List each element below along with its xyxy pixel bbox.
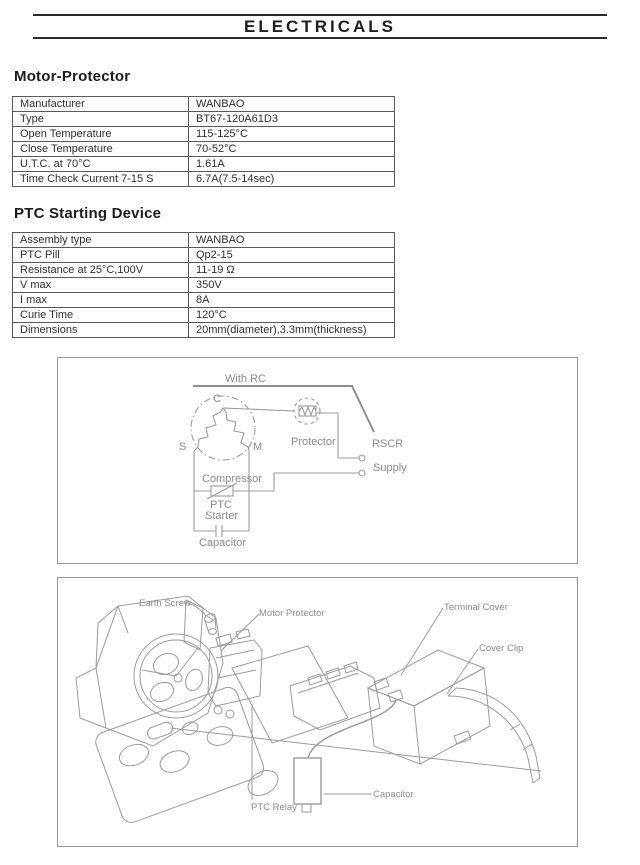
row-label-cell: Close Temperature: [13, 142, 189, 157]
circuit-diagram-svg: [58, 358, 577, 563]
table-row: [13, 142, 395, 157]
row-value-cell: 1.61A: [189, 157, 395, 172]
circuit-label-with-rc: With RC: [225, 373, 266, 385]
wire-c-to-protector: [223, 408, 294, 411]
row-value-cell: BT67-120A61D3: [189, 112, 395, 127]
supply-terminal-icons: [359, 455, 365, 476]
row-label-cell: Open Temperature: [13, 127, 189, 142]
table-row: [13, 127, 395, 142]
row-label-cell: U.T.C. at 70°C: [13, 157, 189, 172]
row-label-cell: Resistance at 25°C,100V: [13, 263, 189, 278]
exploded-label-earth-screw: Earth Screw: [139, 598, 191, 609]
motor-protector-table: [12, 96, 395, 187]
row-label-cell: V max: [13, 278, 189, 293]
row-label-cell: Curie Time: [13, 308, 189, 323]
circuit-label-supply: Supply: [373, 462, 407, 474]
table-row: [13, 233, 395, 248]
section-heading-ptc-starting-device: PTC Starting Device: [14, 205, 162, 222]
cover-clip-drawing: [448, 688, 540, 783]
table-row: [13, 308, 395, 323]
row-label-cell: Assembly type: [13, 233, 189, 248]
row-value-cell: 70-52°C: [189, 142, 395, 157]
row-value-cell: 350V: [189, 278, 395, 293]
row-label-cell: I max: [13, 293, 189, 308]
compressor-body-drawing: [76, 596, 223, 746]
table-row: [13, 263, 395, 278]
circuit-label-m: M: [253, 441, 263, 453]
capacitor-symbol: [194, 525, 249, 537]
capacitor-drawing: [294, 758, 321, 812]
circuit-label-starter: Starter: [205, 510, 239, 522]
row-value-cell: 115-125°C: [189, 127, 395, 142]
row-value-cell: 8A: [189, 293, 395, 308]
row-value-cell: 6.7A(7.5-14sec): [189, 172, 395, 187]
row-label-cell: Dimensions: [13, 323, 189, 338]
table-row: [13, 112, 395, 127]
section-heading-motor-protector: Motor-Protector: [14, 68, 131, 85]
table-row: [13, 157, 395, 172]
table-row: [13, 97, 395, 112]
circuit-label-rscr: RSCR: [372, 438, 404, 450]
mounting-plate-drawing: [93, 685, 266, 826]
table-row: [13, 293, 395, 308]
exploded-label-cover-clip: Cover Clip: [479, 643, 524, 654]
circuit-label-protector: Protector: [291, 436, 336, 448]
exploded-label-terminal-cover: Terminal Cover: [444, 602, 508, 613]
row-value-cell: WANBAO: [189, 97, 395, 112]
ptc-starter-symbol: [207, 483, 237, 499]
table-row: [13, 248, 395, 263]
terminal-cover-drawing: [368, 650, 490, 764]
motor-protector-drawing: [205, 629, 282, 801]
header-rule-bottom: [33, 37, 607, 39]
ptc-starting-device-table: [12, 232, 395, 338]
row-value-cell: WANBAO: [189, 233, 395, 248]
exploded-view-svg: [58, 578, 577, 846]
row-value-cell: 11-19 Ω: [189, 263, 395, 278]
exploded-label-ptc-relay: PTC Relay: [251, 802, 297, 813]
circuit-label-compressor: Compressor: [202, 473, 262, 485]
header-rule-top: [33, 14, 607, 16]
circuit-label-capacitor: Capacitor: [199, 537, 247, 549]
exploded-view-figure: [57, 577, 578, 847]
page-title: ELECTRICALS: [244, 17, 396, 36]
label-leader-lines: [188, 603, 478, 800]
circuit-label-ptc: PTC: [210, 499, 232, 511]
row-label-cell: Type: [13, 112, 189, 127]
row-label-cell: Time Check Current 7-15 S: [13, 172, 189, 187]
protector-symbol: [294, 398, 320, 424]
circuit-diagram-figure: [57, 357, 578, 564]
table-row: [13, 172, 395, 187]
table-row: [13, 278, 395, 293]
table-row: [13, 323, 395, 338]
circuit-label-s: S: [179, 441, 187, 453]
row-value-cell: Qp2-15: [189, 248, 395, 263]
harness-strap-line: [170, 728, 541, 771]
row-value-cell: 20mm(diameter),3.3mm(thickness): [189, 323, 395, 338]
row-value-cell: 120°C: [189, 308, 395, 323]
exploded-label-capacitor: Capacitor: [373, 789, 414, 800]
exploded-label-motor-protector: Motor Protector: [259, 608, 325, 619]
row-label-cell: PTC Pill: [13, 248, 189, 263]
motor-winding-symbol: [191, 396, 255, 460]
circuit-label-c: C: [213, 393, 221, 405]
row-label-cell: Manufacturer: [13, 97, 189, 112]
